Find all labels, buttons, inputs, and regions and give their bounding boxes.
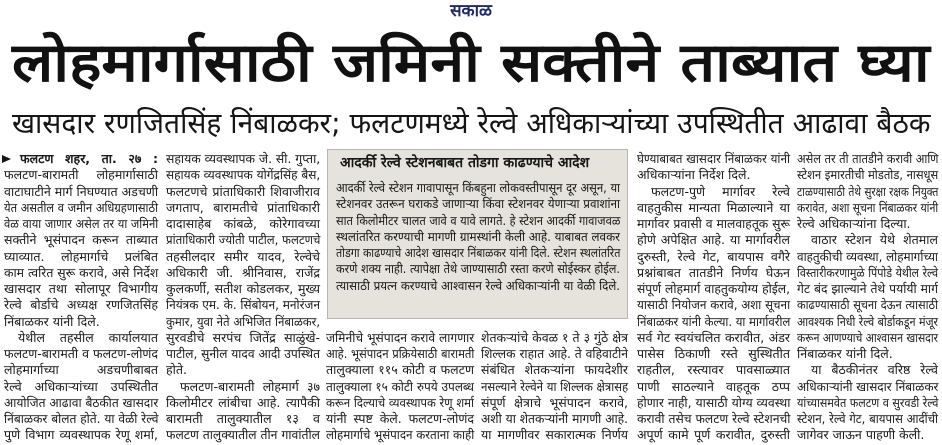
- text-line: या मागणीवर सकारात्मक निर्णय: [481, 427, 628, 443]
- text-line: फलटणचे प्रांताधिकारी शिवाजीराव: [166, 183, 320, 199]
- sidebar-box: [327, 149, 628, 319]
- text-line: आयोजित आढावा बैठकीत खासदार: [4, 394, 159, 410]
- text-line: येथील तहसील कार्यालयात: [18, 329, 158, 345]
- text-line: फलटण तालुक्यातील तीन गावांतील: [166, 427, 320, 443]
- text-line: प्रश्नांबाबत तातडीने निर्णय घेऊन: [637, 264, 790, 280]
- text-line: स्थलांतरित करण्याची मागणी ग्रामस्थांनी केली आहे. याबाबत लवकर: [336, 228, 620, 244]
- sidebar-box-title: आदर्की रेल्वे स्टेशनबाबत तोडगा काढण्याचे आदेश: [340, 155, 590, 171]
- text-line: सहायक व्यवस्थापक जे. सी. गुप्ता,: [166, 151, 321, 166]
- text-line: सहायक व्यवस्थापक योगेंद्रसिंह बैस,: [166, 167, 321, 183]
- text-line: फलटण-बारामती लोहमार्ग ३७: [180, 378, 320, 394]
- text-line: अपूर्ण कामे पूर्ण करावीत, दुरुस्ती: [637, 427, 790, 443]
- text-line: वाटाघाटीने मार्ग निघण्यात अडचणी: [4, 183, 159, 199]
- text-line: शेतकऱ्यांचे केवळ १ ते ३ गुंठे क्षेत्र: [481, 329, 628, 345]
- text-line: स्टेशनवर उतरून घराकडे जाणाऱ्या किंवा स्टेशनवर येणाऱ्या प्रवाशांना: [336, 196, 621, 212]
- text-line: फलटण-बारामती लोहमार्गासाठी: [4, 167, 158, 183]
- text-line: कुमार, युवा नेते अभिजित निंबाळकर,: [166, 313, 320, 329]
- text-line: सात किलोमीटर चालत जावे व यावे लागते. हे स्टेशन आदर्की गावाजवळ: [336, 212, 621, 228]
- text-line: किलोमीटर लांबीचा आहे. त्यापैकी: [166, 394, 320, 410]
- text-line: अशी या शेतकऱ्यांनी मागणी आहे.: [481, 411, 628, 426]
- text-line: करून आणण्याचे आश्वासन खासदार: [797, 329, 938, 345]
- text-line: संपूर्ण क्षेत्राचे भूसंपादन करावे,: [481, 394, 628, 410]
- text-line: करावेत, अशा सूचना निंबाळकर यांनी: [797, 199, 939, 215]
- article-column-3: [326, 330, 474, 444]
- text-line: कुलकर्णी, सतीश कोडलकर, मुख्य: [166, 281, 320, 296]
- text-line: अधिकारी जी. श्रीनिवास, राजेंद्र: [166, 264, 320, 280]
- text-line: नसल्याने रेल्वेने या शिल्लक क्षेत्रासह: [481, 378, 629, 394]
- headline-container: [12, 30, 930, 96]
- text-line: असेल तर ती तातडीने करावी आणि: [797, 151, 939, 166]
- text-line: तालुक्याला १५ कोटी रुपये उपलब्ध: [326, 378, 474, 394]
- text-line: त्यासाठी प्रयत्न करण्याचे आश्वासन रेल्वे अधिकाऱ्यांनी या वेळी दिले.: [336, 277, 620, 293]
- text-line: जागेवर जाऊन पाहणी केली.: [797, 427, 925, 443]
- headline: लोहमार्गासाठी जमिनी सक्तीने ताब्यात घ्या: [12, 31, 930, 94]
- text-line: अधिकाऱ्यांनी खासदार निंबाळकर: [797, 378, 939, 394]
- text-line: वेळ वाया जाणार असेल तर या जमिनी: [4, 216, 159, 231]
- text-line: काढण्यासाठी सूचना देऊन त्यासाठी: [797, 297, 938, 313]
- text-line: आवश्यक निधी रेल्वे बोर्डाकडून मंजूर: [797, 313, 938, 329]
- text-line: जमिनीचे भूसंपादन करावे लागणार: [326, 329, 475, 345]
- text-line: विस्तारीकरणामुळे पिंपोडे येथील रेल्वे: [797, 264, 938, 280]
- text-line: काम त्वरित सुरू करावे, असे निर्देश: [4, 264, 159, 280]
- text-line: यांनी स्पष्ट केले. फलटण-लोणंद: [326, 411, 474, 426]
- text-line: खासदार तथा सोलापूर विभागीय: [4, 281, 158, 296]
- text-line: वाठार स्टेशन येथे शेतमाल: [811, 232, 938, 248]
- text-line: येत असतील व जमीन अधिग्रहणासाठी: [4, 199, 158, 215]
- text-line: पुणे विभाग व्यवस्थापक रेणू शर्मा,: [4, 427, 158, 443]
- text-line: होणार नाही, यासाठी योग्य व्यवस्था: [637, 394, 791, 410]
- text-line: होणे अपेक्षित आहे. या मार्गावरील: [637, 232, 790, 248]
- text-line: रेल्वे बोर्डाचे अध्यक्ष रणजितसिंह: [4, 297, 158, 313]
- text-line: गेट बंद झाल्याने तेथे पर्यायी मार्ग: [797, 281, 938, 296]
- text-line: दादासाहेब कांबळे, कोरेगावच्या: [166, 216, 320, 231]
- text-line: आहे. भूसंपादन प्रक्रियेसाठी बारामती: [326, 346, 475, 361]
- text-line: रेल्वे अधिकाऱ्यांना दिल्या.: [797, 216, 911, 231]
- text-line: शिल्लक राहात आहे. ते वहिवाटीने: [481, 346, 628, 361]
- text-line: सुरवडीचे सरपंच जितेंद्र साळुंखे-: [166, 329, 320, 345]
- text-line: लोहमार्गाच्या अडचणीबाबत: [4, 362, 158, 378]
- text-line: या बैठकीनंतर वरिष्ठ रेल्वे: [811, 362, 938, 378]
- text-line: राहतील, रस्त्यावर पावसाळ्यात: [637, 362, 790, 378]
- text-line: पाणी साठल्याने वाहतूक ठप्प: [637, 378, 790, 394]
- article-column-4: [481, 330, 628, 444]
- text-line: संबंधित शेतकऱ्यांना फायदेशीर: [481, 362, 628, 378]
- text-line: रेल्वे अधिकाऱ्यांच्या उपस्थितीत: [4, 378, 158, 394]
- text-line: निंबाळकर यांनी केल्या. या मार्गावरील: [637, 313, 791, 329]
- text-line: प्रांताधिकारी ज्योती पाटील, फलटणचे: [166, 232, 321, 248]
- text-line: करणे शक्य नाही. त्यापेक्षा तेथे जाण्यासाठी रस्ता करणे सोईस्कर होईल.: [336, 261, 620, 277]
- text-line: टाळण्यासाठी तेथे सुरक्षा रक्षक नियुक्त: [797, 183, 939, 199]
- text-line: निंबाळकर यांनी दिले.: [797, 346, 893, 361]
- text-line: तोडगा काढण्याचे आदेश खासदार निंबाळकर यांनी दिले. स्टेशन स्थलांतरित: [336, 245, 621, 260]
- text-line: पाटील, सुनील यादव आदी उपस्थित: [166, 346, 320, 361]
- article-column-2: [166, 151, 320, 444]
- text-line: आदर्की रेल्वे स्टेशन गावापासून किंबहुना लोकवस्तीपासून दूर असून, या: [336, 180, 620, 195]
- text-line: यासाठी नियोजन करावे, अशा सूचना: [637, 297, 791, 313]
- text-line: तालुक्याला ११५ कोटी व फलटण: [326, 362, 474, 378]
- text-line: यांच्यासमवेत फलटण व सुरवडी रेल्वे: [797, 394, 939, 410]
- text-line: पासेस ठिकाणी रस्ते सुस्थितीत: [637, 346, 790, 361]
- subheadline-container: [12, 103, 930, 143]
- article-column-6: [797, 151, 938, 444]
- text-line: घ्याव्यात. लोहमार्गाचे प्रलंबित: [4, 248, 158, 264]
- text-line: स्टेशन इमारतीची मोडतोड, नासधूस: [797, 167, 939, 183]
- arrow-right-icon: [2, 155, 11, 163]
- dateline: [4, 151, 158, 167]
- sidebar-box-body: [336, 180, 620, 294]
- text-line: होते.: [166, 362, 187, 378]
- newspaper-masthead: सकाळ: [450, 1, 492, 21]
- text-line: करावी तसेच फलटण रेल्वे स्टेशनची: [637, 411, 791, 426]
- subheadline: खासदार रणजितसिंह निंबाळकर; फलटणमध्ये रेल्वे अधिकाऱ्यांच्या उपस्थितीत आढावा बैठक: [12, 106, 931, 140]
- text-line: मार्गावर प्रवासी व मालवाहतूक सुरू: [637, 216, 790, 231]
- article-column-1: [4, 151, 158, 444]
- text-line: करून दिल्याचे व्यवस्थापक रेणू शर्मा: [326, 394, 474, 410]
- text-line: बारामती तालुक्यातील १३ व: [166, 411, 320, 426]
- article-column-5: [637, 151, 790, 444]
- text-line: दुरुस्ती, रेल्वे गेट, बायपास वगैरे: [637, 248, 790, 264]
- text-line: स्टेशन, रेल्वे गेट, बायपास आदींची: [797, 411, 938, 426]
- text-line: नियंत्रक एम. के. सिंबोयन, मनोरंजन: [166, 297, 320, 313]
- text-line: वाहतुकीची व्यवस्था, लोहमार्गाच्या: [797, 248, 938, 264]
- text-line: जगताप, बारामतीचे प्रांताधिकारी: [166, 199, 320, 215]
- text-line: फलटण-बारामती व फलटण-लोणंद: [4, 346, 158, 361]
- dateline-text: फलटण शहर, ता. २७ :: [20, 151, 158, 166]
- text-line: घेण्याबाबत खासदार निंबाळकर यांनी: [637, 151, 790, 166]
- text-line: तहसीलदार समीर यादव, रेल्वेचे: [166, 248, 320, 264]
- text-line: निंबाळकर यांनी दिले.: [4, 313, 100, 329]
- text-line: लोहमार्गाचे भूसंपादन करताना काही: [326, 427, 475, 443]
- text-line: फलटण-पुणे मार्गावर रेल्वे: [651, 183, 790, 199]
- text-line: सक्तीने भूसंपादन करून ताब्यात: [4, 232, 158, 248]
- text-line: संपूर्ण लोहमार्ग वाहतुकयोग्य होईल,: [637, 281, 790, 296]
- text-line: सर्व गेट स्वयंचलित करावीत, अंडर: [637, 329, 790, 345]
- text-line: वाहतुकीस मान्यता मिळाल्याने या: [637, 199, 790, 215]
- text-line: अधिकाऱ्यांना निर्देश दिले.: [637, 167, 751, 183]
- text-line: निंबाळकर बोलत होते. या वेळी रेल्वे: [4, 411, 159, 426]
